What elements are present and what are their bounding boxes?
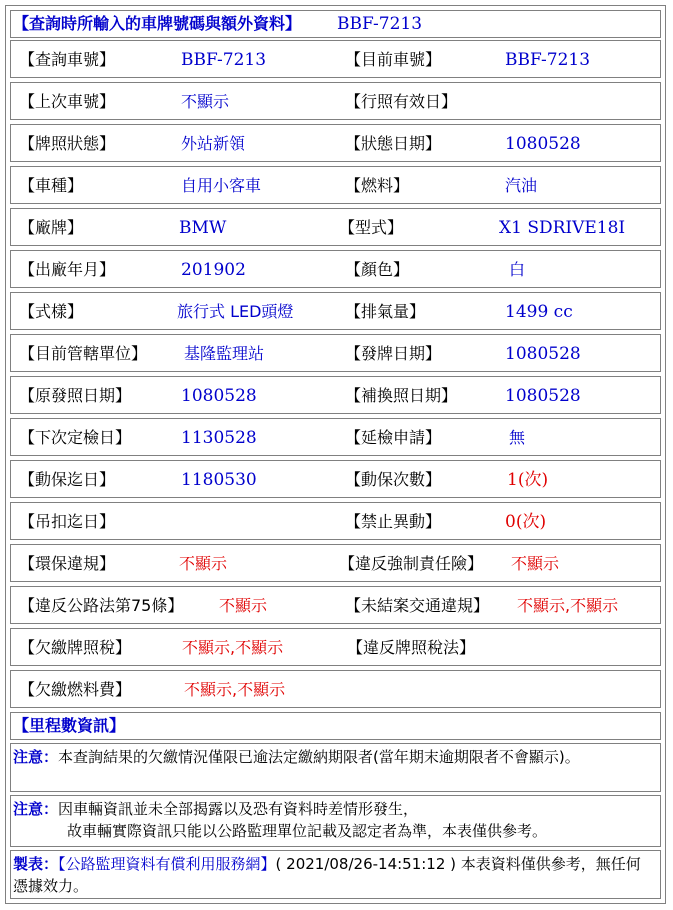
unpaid-fuel-fee-label: 【欠繳燃料費】 — [19, 680, 132, 699]
next-inspection-label: 【下次定檢日】 — [19, 428, 132, 447]
mileage-heading: 【里程數資訊】 — [13, 716, 126, 735]
suspension-expiry-label: 【吊扣迄日】 — [19, 512, 116, 531]
table-row — [10, 460, 661, 498]
table-row — [10, 334, 661, 372]
status-date-label: 【狀態日期】 — [345, 134, 442, 153]
table-row — [10, 418, 661, 456]
highway-law-label: 【違反公路法第75條】 — [19, 596, 184, 615]
plate-status-value: 外站新領 — [181, 134, 246, 153]
previous-plate-value: 不顯示 — [181, 92, 230, 111]
table-row — [10, 166, 661, 204]
status-date-value: 1080528 — [505, 134, 581, 154]
inspection-extension-label: 【延檢申請】 — [345, 428, 442, 447]
original-issue-label: 【原發照日期】 — [19, 386, 132, 405]
header-label: 【查詢時所輸入的車牌號碼與額外資料】 — [13, 14, 302, 33]
unpaid-license-tax-label: 【欠繳牌照稅】 — [19, 638, 132, 657]
fuel-value: 汽油 — [505, 176, 538, 195]
disclaimer-heading: 注意： — [13, 800, 59, 818]
displacement-label: 【排氣量】 — [345, 302, 426, 321]
table-row — [10, 376, 661, 414]
table-row — [10, 208, 661, 246]
unpaid-fuel-fee-value: 不顯示,不顯示 — [184, 680, 286, 699]
transfer-ban-value: 0(次) — [505, 512, 547, 532]
table-row — [10, 628, 661, 666]
fuel-label: 【燃料】 — [345, 176, 410, 195]
table-row — [10, 40, 661, 78]
reissue-date-label: 【補換照日期】 — [345, 386, 458, 405]
footer-source: 【公路監理資料有償利用服務網】 — [58, 855, 276, 873]
model-value: X1 SDRIVE18I — [499, 218, 626, 238]
header-plate: BBF-7213 — [337, 14, 423, 34]
vehicle-type-label: 【車種】 — [19, 176, 84, 195]
env-violation-label: 【環保違規】 — [19, 554, 116, 573]
reissue-date-value: 1080528 — [505, 386, 581, 406]
transfer-ban-label: 【禁止異動】 — [345, 512, 442, 531]
chattel-count-label: 【動保次數】 — [345, 470, 442, 489]
open-traffic-violation-value: 不顯示,不顯示 — [517, 596, 619, 615]
table-row — [10, 502, 661, 540]
report-frame — [5, 5, 666, 904]
footer-body: ( 2021/08/26-14:51:12 ) 本表資料僅供參考，無任何憑據效力。 — [13, 855, 641, 895]
chattel-count-value: 1(次) — [507, 470, 549, 490]
table-row — [10, 670, 661, 708]
insurance-violation-value: 不顯示 — [511, 554, 560, 573]
manufacture-date-value: 201902 — [181, 260, 246, 280]
jurisdiction-value: 基隆監理站 — [184, 344, 265, 363]
license-valid-label: 【行照有效日】 — [345, 92, 458, 111]
inspection-extension-value: 無 — [509, 428, 526, 447]
notice-row — [10, 743, 661, 792]
disclaimer-text — [13, 798, 658, 842]
open-traffic-violation-label: 【未結案交通違規】 — [345, 596, 490, 615]
chattel-expiry-label: 【動保迄日】 — [19, 470, 116, 489]
current-plate-label: 【目前車號】 — [345, 50, 442, 69]
notice-body: 本查詢結果的欠繳情況僅限已逾法定繳納期限者(當年期末逾期限者不會顯示)。 — [58, 748, 580, 766]
header-row — [10, 10, 661, 38]
displacement-value: 1499 cc — [505, 302, 573, 322]
brand-value: BMW — [179, 218, 227, 238]
color-value: 白 — [509, 260, 526, 279]
highway-law-value: 不顯示 — [219, 596, 268, 615]
mileage-row — [10, 712, 661, 740]
disclaimer-row — [10, 795, 661, 847]
license-tax-violation-label: 【違反牌照稅法】 — [347, 638, 476, 657]
vehicle-type-value: 自用小客車 — [181, 176, 262, 195]
disclaimer-line-2: 故車輛實際資訊只能以公路監理單位記載及認定者為準，本表僅供參考。 — [67, 822, 548, 840]
notice-text — [13, 746, 653, 768]
plate-status-label: 【牌照狀態】 — [19, 134, 116, 153]
color-label: 【顏色】 — [345, 260, 410, 279]
issue-date-value: 1080528 — [505, 344, 581, 364]
footer-heading: 製表： — [13, 855, 59, 873]
body-style-value: 旅行式 LED頭燈 — [177, 302, 294, 321]
insurance-violation-label: 【違反強制責任險】 — [339, 554, 484, 573]
table-row — [10, 544, 661, 582]
brand-label: 【廠牌】 — [19, 218, 84, 237]
query-plate-value: BBF-7213 — [181, 50, 267, 70]
disclaimer-line-1: 因車輛資訊並未全部揭露以及恐有資料時差情形發生， — [58, 800, 419, 818]
unpaid-license-tax-value: 不顯示,不顯示 — [182, 638, 284, 657]
table-row — [10, 250, 661, 288]
table-row — [10, 82, 661, 120]
current-plate-value: BBF-7213 — [505, 50, 591, 70]
body-style-label: 【式樣】 — [19, 302, 84, 321]
footer-row — [10, 850, 661, 899]
table-row — [10, 586, 661, 624]
manufacture-date-label: 【出廠年月】 — [19, 260, 116, 279]
jurisdiction-label: 【目前管轄單位】 — [19, 344, 148, 363]
issue-date-label: 【發牌日期】 — [345, 344, 442, 363]
chattel-expiry-value: 1180530 — [181, 470, 257, 490]
query-plate-label: 【查詢車號】 — [19, 50, 116, 69]
previous-plate-label: 【上次車號】 — [19, 92, 116, 111]
table-row — [10, 124, 661, 162]
notice-heading: 注意： — [13, 748, 59, 766]
next-inspection-value: 1130528 — [181, 428, 257, 448]
original-issue-value: 1080528 — [181, 386, 257, 406]
env-violation-value: 不顯示 — [179, 554, 228, 573]
footer-text — [13, 853, 653, 897]
model-label: 【型式】 — [339, 218, 404, 237]
table-row — [10, 292, 661, 330]
